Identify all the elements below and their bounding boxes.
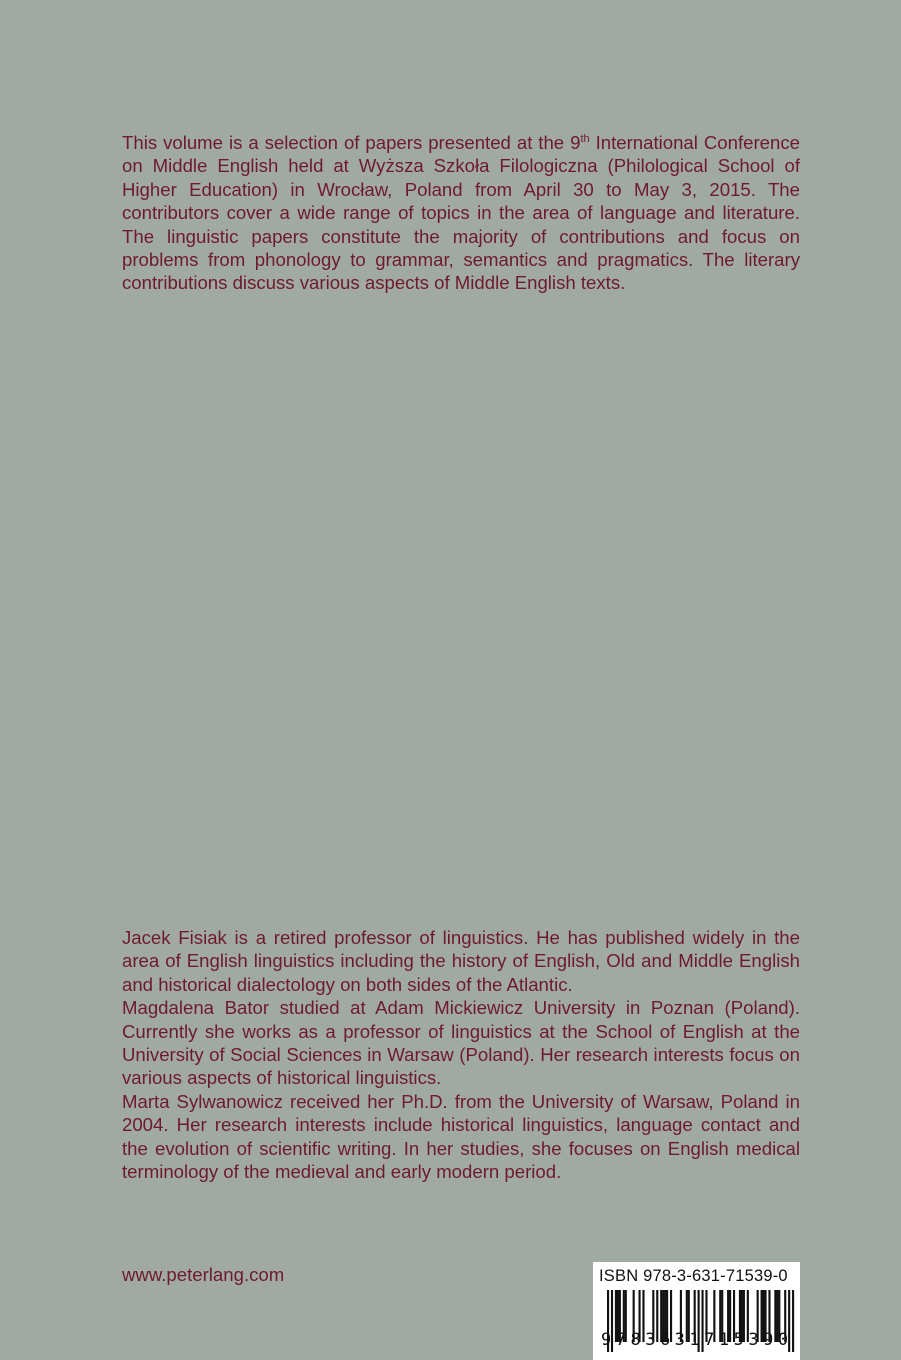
blurb-text-part2: International Conference on Middle English held at Wyższa Szkoła Filologiczna (Philological School of Higher Education) in Wrocław, Poland from April 30 to May 3, 2015. The contributors cover a wide range of topics in the area of language and literature. The linguistic papers constitute the majority of contributions and focus on problems from phonology to grammar, semantics and pragmatics. The literary contributions discuss various aspects of Middle English texts.	[122, 132, 800, 294]
bio-marta-sylwanowicz: Marta Sylwanowicz received her Ph.D. from the University of Warsaw, Poland in 2004. Her research interests include historical linguistics, language contact and the evolution of scientific writing. In her studies, she focuses on English medical terminology of the medieval and early modern period.	[122, 1090, 800, 1183]
back-cover-blurb	[122, 131, 800, 295]
blurb-text-part1: This volume is a selection of papers presented at the 9	[122, 132, 581, 153]
author-bios	[122, 926, 800, 1183]
isbn-label: ISBN 978-3-631-71539-0	[599, 1267, 788, 1285]
bio-jacek-fisiak: Jacek Fisiak is a retired professor of linguistics. He has published widely in the area of English linguistics including the history of English, Old and Middle English and historical dialectology on both sides of the Atlantic.	[122, 927, 800, 995]
ordinal-suffix: th	[580, 133, 590, 145]
barcode-digits: 9783631715390	[601, 1330, 793, 1350]
publisher-website-link[interactable]: www.peterlang.com	[122, 1264, 285, 1285]
bio-magdalena-bator: Magdalena Bator studied at Adam Mickiewicz University in Poznan (Poland). Currently she works as a professor of linguistics at the School of English at the University of Social Sciences in Warsaw (Poland). Her research interests focus on various aspects of historical linguistics.	[122, 997, 800, 1089]
isbn-barcode-box	[593, 1262, 800, 1360]
